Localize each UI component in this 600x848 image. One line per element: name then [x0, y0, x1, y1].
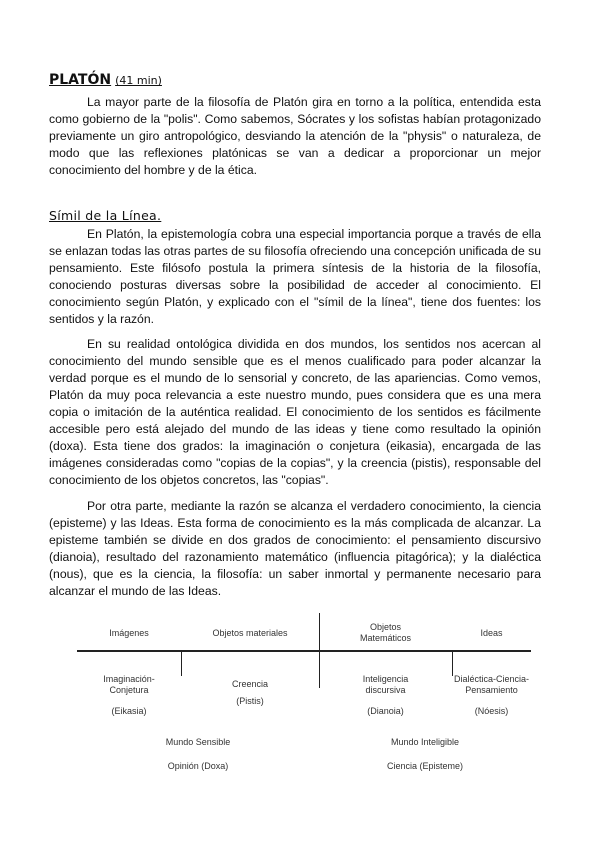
label-eikasia: (Eikasia) [111, 706, 147, 716]
label-creencia [181, 679, 319, 707]
title-main: PLATÓN [49, 72, 112, 88]
label-dianoia: (Dianoia) [367, 706, 404, 716]
paragraph-reason: Por otra parte, mediante la razón se alcanza el verdadero conocimiento, la ciencia (episteme) y las Ideas. Esta forma de conocimiento es la más complicada de alcanzar. La episteme también se divide en dos grados de conocimiento: el pensamiento discursivo (dianoia), resultado del razonamiento matemático (influencia pitagórica); y la dialéctica (nous), que es la ciencia, la filosofía: un saber inmortal y permanente necesario para alcanzar el mundo de las Ideas. [49, 499, 541, 598]
label-inteligencia-line2: discursiva [365, 685, 406, 695]
diagram-divider-intelligible [452, 650, 453, 676]
label-mundo-inteligible: Mundo Inteligible [390, 737, 460, 747]
label-mundo-sensible: Mundo Sensible [165, 737, 231, 747]
label-objetos-matematicos-line2: Matemáticos [359, 633, 412, 643]
section-title: Símil de la Línea. [49, 208, 162, 223]
label-pistis: (Pistis) [236, 696, 264, 706]
label-objetos-matematicos-line1: Objetos [369, 622, 402, 632]
diagram-divider-sensible [181, 650, 182, 676]
label-imagenes: Imágenes [109, 628, 149, 638]
label-objetos-materiales: Objetos materiales [212, 628, 288, 638]
label-creencia-text: Creencia [231, 679, 269, 689]
paragraph-epistemology: En Platón, la epistemología cobra una especial importancia porque a través de ella se enlazan todas las otras partes de su filosofía ofreciendo una concepción unificada de su pensamiento. Este filósofo postula la primera síntesis de la historia de la filosofía, conociendo posturas diversas sobre la posibilidad de acceder al conocimiento. El conocimiento según Platón, y explicado con el "símil de la línea", tiene dos fuentes: los sentidos y la razón. [49, 227, 541, 326]
label-ideas: Ideas [480, 628, 503, 638]
label-opinion-doxa: Opinión (Doxa) [167, 761, 229, 771]
page-title [49, 72, 162, 88]
label-dialectica-line2: Pensamiento [465, 685, 518, 695]
label-noesis: (Nóesis) [474, 706, 509, 716]
line-simile-diagram [77, 613, 531, 783]
label-inteligencia-line1: Inteligencia [362, 674, 409, 684]
label-ciencia-episteme: Ciencia (Episteme) [386, 761, 464, 771]
label-dialectica-line1: Dialéctica-Ciencia- [453, 674, 530, 684]
label-imaginacion-line1: Imaginación- [103, 674, 155, 684]
paragraph-intro: La mayor parte de la filosofía de Platón gira en torno a la política, entendida esta como gobierno de la "polis". Como sabemos, Sócrates y los sofistas habían protagonizado previamente un giro antropológico, desviando la atención de la "physis" o naturaleza, de modo que las reflexiones platónicas se van a dedicar a proporcionar un mejor conocimiento del hombre y de la ética. [49, 95, 541, 177]
label-imaginacion [77, 674, 181, 717]
paragraph-sensible-world: En su realidad ontológica dividida en dos mundos, los sentidos nos acercan al conocimiento del mundo sensible que es el menos cualificado para poder alcanzar la verdad porque es el mundo de lo sensorial y concreto, de las apariencias. Como vemos, Platón da muy poca relevancia a este nuestro mundo, pues considera que es una mera copia o imitación de la auténtica realidad. El conocimiento de los sentidos es fácilmente accesible pero está alejado del mundo de las ideas y tiene como resultado la opinión (doxa). Esta tiene dos grados: la imaginación o conjetura (eikasia), encargada de las imágenes consideradas como "copias de la copias", y la creencia (pistis), responsable del conocimiento de los objetos concretos, las "copias". [49, 337, 541, 487]
label-objetos-matematicos [319, 622, 452, 644]
title-duration: (41 min) [115, 74, 162, 87]
label-inteligencia [319, 674, 452, 717]
diagram-line [77, 650, 531, 652]
label-dialectica [452, 674, 531, 717]
label-imaginacion-line2: Conjetura [109, 685, 149, 695]
